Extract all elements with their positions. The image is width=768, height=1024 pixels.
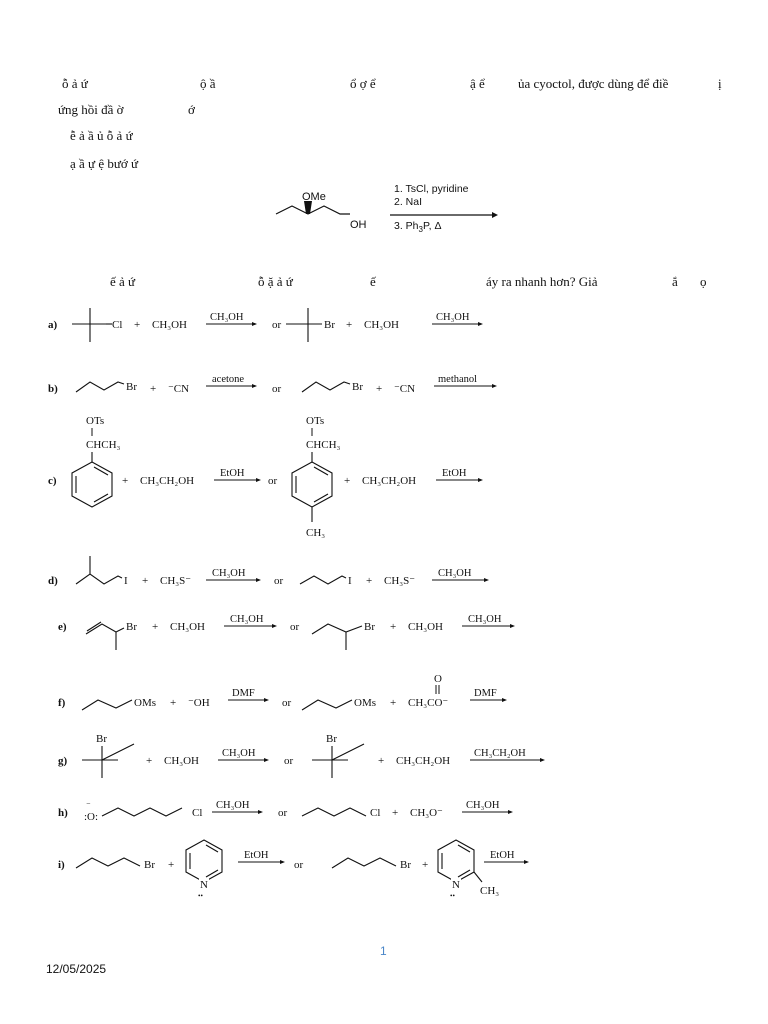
h-right-condition: CH₃OH [466,800,500,811]
intro-line-1-mid3: ậ ể [470,76,485,91]
plus-sign: + [390,621,397,633]
c-right-ots: OTs [306,415,325,427]
c-right-condition: EtOH [442,468,467,479]
question-left: ế ả ứ [110,274,136,289]
e-right-leaving: Br [364,621,375,633]
item-label: g) [58,755,68,767]
i-right-condition: EtOH [490,850,515,861]
f-or: or [282,697,292,709]
scheme-substituent: OMe [302,191,326,203]
e-left-condition: CH₃OH [230,614,264,625]
plus-sign: + [376,383,383,395]
c-left-benzene-ring [72,452,112,507]
reaction-scheme [270,180,510,240]
scheme-chain [276,206,350,214]
g-left-reagent: CH₃OH [164,755,200,767]
d-right-leaving: I [348,575,352,587]
d-left-leaving: I [124,575,128,587]
plus-sign: + [390,697,397,709]
intro-line-1-mid1: ộ ầ [200,76,216,91]
scheme-step-1: 1. TsCl, pyridine [394,183,469,195]
h-or: or [278,807,288,819]
item-i [46,836,546,906]
intro-line-1-end: ị [718,76,722,91]
i-right-methyl: CH₃ [480,885,500,897]
footer-date: 12/05/2025 [46,962,107,976]
c-left-reagent: CH₃CH₂OH [140,475,195,487]
plus-sign: + [168,859,175,871]
c-right-ch3: CH₃ [306,527,326,539]
f-right-reagent: CH₃CO⁻ [408,697,449,709]
plus-sign: + [344,475,351,487]
e-right-condition: CH₃OH [468,614,502,625]
a-left-leaving: Cl [112,319,123,331]
b-left-reagent: ⁻CN [168,383,190,395]
i-left-condition: EtOH [244,850,269,861]
a-left-condition: CH₃OH [210,312,244,323]
svg-text:3. Ph3P, Δ [394,220,441,234]
plus-sign: + [422,859,429,871]
d-or: or [274,575,284,587]
intro-line-1-tail: ủa cyoctol, được dùng để điề [518,76,669,91]
intro-line-4: ạ ầ ự ệ bướ ứ [70,156,139,171]
item-b [46,370,506,404]
i-left-lone-pair: •• [198,892,203,900]
h-left-leaving: Cl [192,807,203,819]
h-left-oxygen: :O: [84,811,99,823]
plus-sign: + [146,755,153,767]
scheme-step-3-sub: 3 [418,225,423,234]
a-or: or [272,319,282,331]
plus-sign: + [122,475,129,487]
intro-line-1-left: ỗ ả ứ [62,76,88,91]
item-label: a) [48,319,58,331]
f-left-reagent: ⁻OH [188,697,210,709]
plus-sign: + [134,319,141,331]
e-left-leaving: Br [126,621,137,633]
i-right-pyridine-ring [438,840,482,882]
d-left-condition: CH₃OH [212,568,246,579]
f-right-leaving: OMs [354,697,377,709]
intro-line-3: ễ ả ầ ủ ỗ ả ứ [70,128,133,143]
c-right-reagent: CH₃CH₂OH [362,475,417,487]
item-a [46,306,496,350]
plus-sign: + [392,807,399,819]
scheme-step-2: 2. NaI [394,196,423,208]
g-right-condition: CH₃CH₂OH [474,748,526,759]
c-or: or [268,475,278,487]
i-right-lone-pair: •• [450,892,455,900]
i-right-nitrogen: N [452,879,460,891]
scheme-step-3: 3. Ph [394,220,419,232]
plus-sign: + [152,621,159,633]
e-or: or [290,621,300,633]
f-right-condition: DMF [474,688,497,699]
c-left-chch3: CHCH₃ [86,439,121,451]
b-right-reagent: ⁻CN [394,383,416,395]
item-label: f) [58,697,66,709]
item-label: i) [58,859,65,871]
item-e [46,608,526,658]
question-mid2: ế [370,274,376,289]
e-right-reagent: CH₃OH [408,621,444,633]
plus-sign: + [366,575,373,587]
f-left-leaving: OMs [134,697,157,709]
intro-line-1-mid2: ổ ợ ể [350,76,376,91]
i-right-leaving: Br [400,859,411,871]
i-left-nitrogen: N [200,879,208,891]
c-right-benzene-ring [292,452,332,522]
h-right-leaving: Cl [370,807,381,819]
d-left-reagent: CH₃S⁻ [160,575,192,587]
g-left-br: Br [96,733,107,745]
question-tail: áy ra nhanh hơn? Giả [486,274,598,289]
b-left-leaving: Br [126,381,137,393]
g-left-condition: CH₃OH [222,748,256,759]
plus-sign: + [378,755,385,767]
plus-sign: + [142,575,149,587]
h-right-reagent: CH₃O⁻ [410,807,443,819]
question-end2: ọ [700,274,707,289]
f-left-condition: DMF [232,688,255,699]
g-right-reagent: CH₃CH₂OH [396,755,451,767]
h-left-condition: CH₃OH [216,800,250,811]
e-left-reagent: CH₃OH [170,621,206,633]
scheme-group: OH [350,219,367,231]
b-or: or [272,383,282,395]
item-label: d) [48,575,58,587]
plus-sign: + [170,697,177,709]
item-label: e) [58,621,67,633]
c-left-condition: EtOH [220,468,245,479]
i-or: or [294,859,304,871]
d-right-condition: CH₃OH [438,568,472,579]
a-right-condition: CH₃OH [436,312,470,323]
item-g [46,730,556,786]
d-right-reagent: CH₃S⁻ [384,575,416,587]
f-right-oxygen: O [434,673,442,685]
plus-sign: + [150,383,157,395]
scheme-step-3-end: P, Δ [422,220,442,232]
a-right-leaving: Br [324,319,335,331]
plus-sign: + [346,319,353,331]
item-label: c) [48,475,57,487]
intro-line-2-tail: ớ [188,102,195,117]
item-label: b) [48,383,58,395]
h-left-charge: ⁻ [86,800,91,810]
item-f [46,670,516,720]
question-end1: ắ [672,274,678,289]
b-right-condition: methanol [438,374,478,385]
i-left-pyridine-ring [186,840,222,882]
intro-line-2: ứng hồi đầ ờ [58,102,124,117]
a-right-reagent: CH₃OH [364,319,400,331]
a-left-reagent: CH₃OH [152,319,188,331]
item-d [46,554,496,594]
page-number: 1 [380,944,387,958]
g-or: or [284,755,294,767]
i-left-leaving: Br [144,859,155,871]
item-c [46,410,496,546]
item-label: h) [58,807,68,819]
question-mid1: ỗ ặ ả ứ [258,274,293,289]
b-left-condition: acetone [212,374,245,385]
g-right-br: Br [326,733,337,745]
c-left-ots: OTs [86,415,105,427]
c-right-chch3: CHCH₃ [306,439,341,451]
item-h [46,794,516,834]
b-right-leaving: Br [352,381,363,393]
